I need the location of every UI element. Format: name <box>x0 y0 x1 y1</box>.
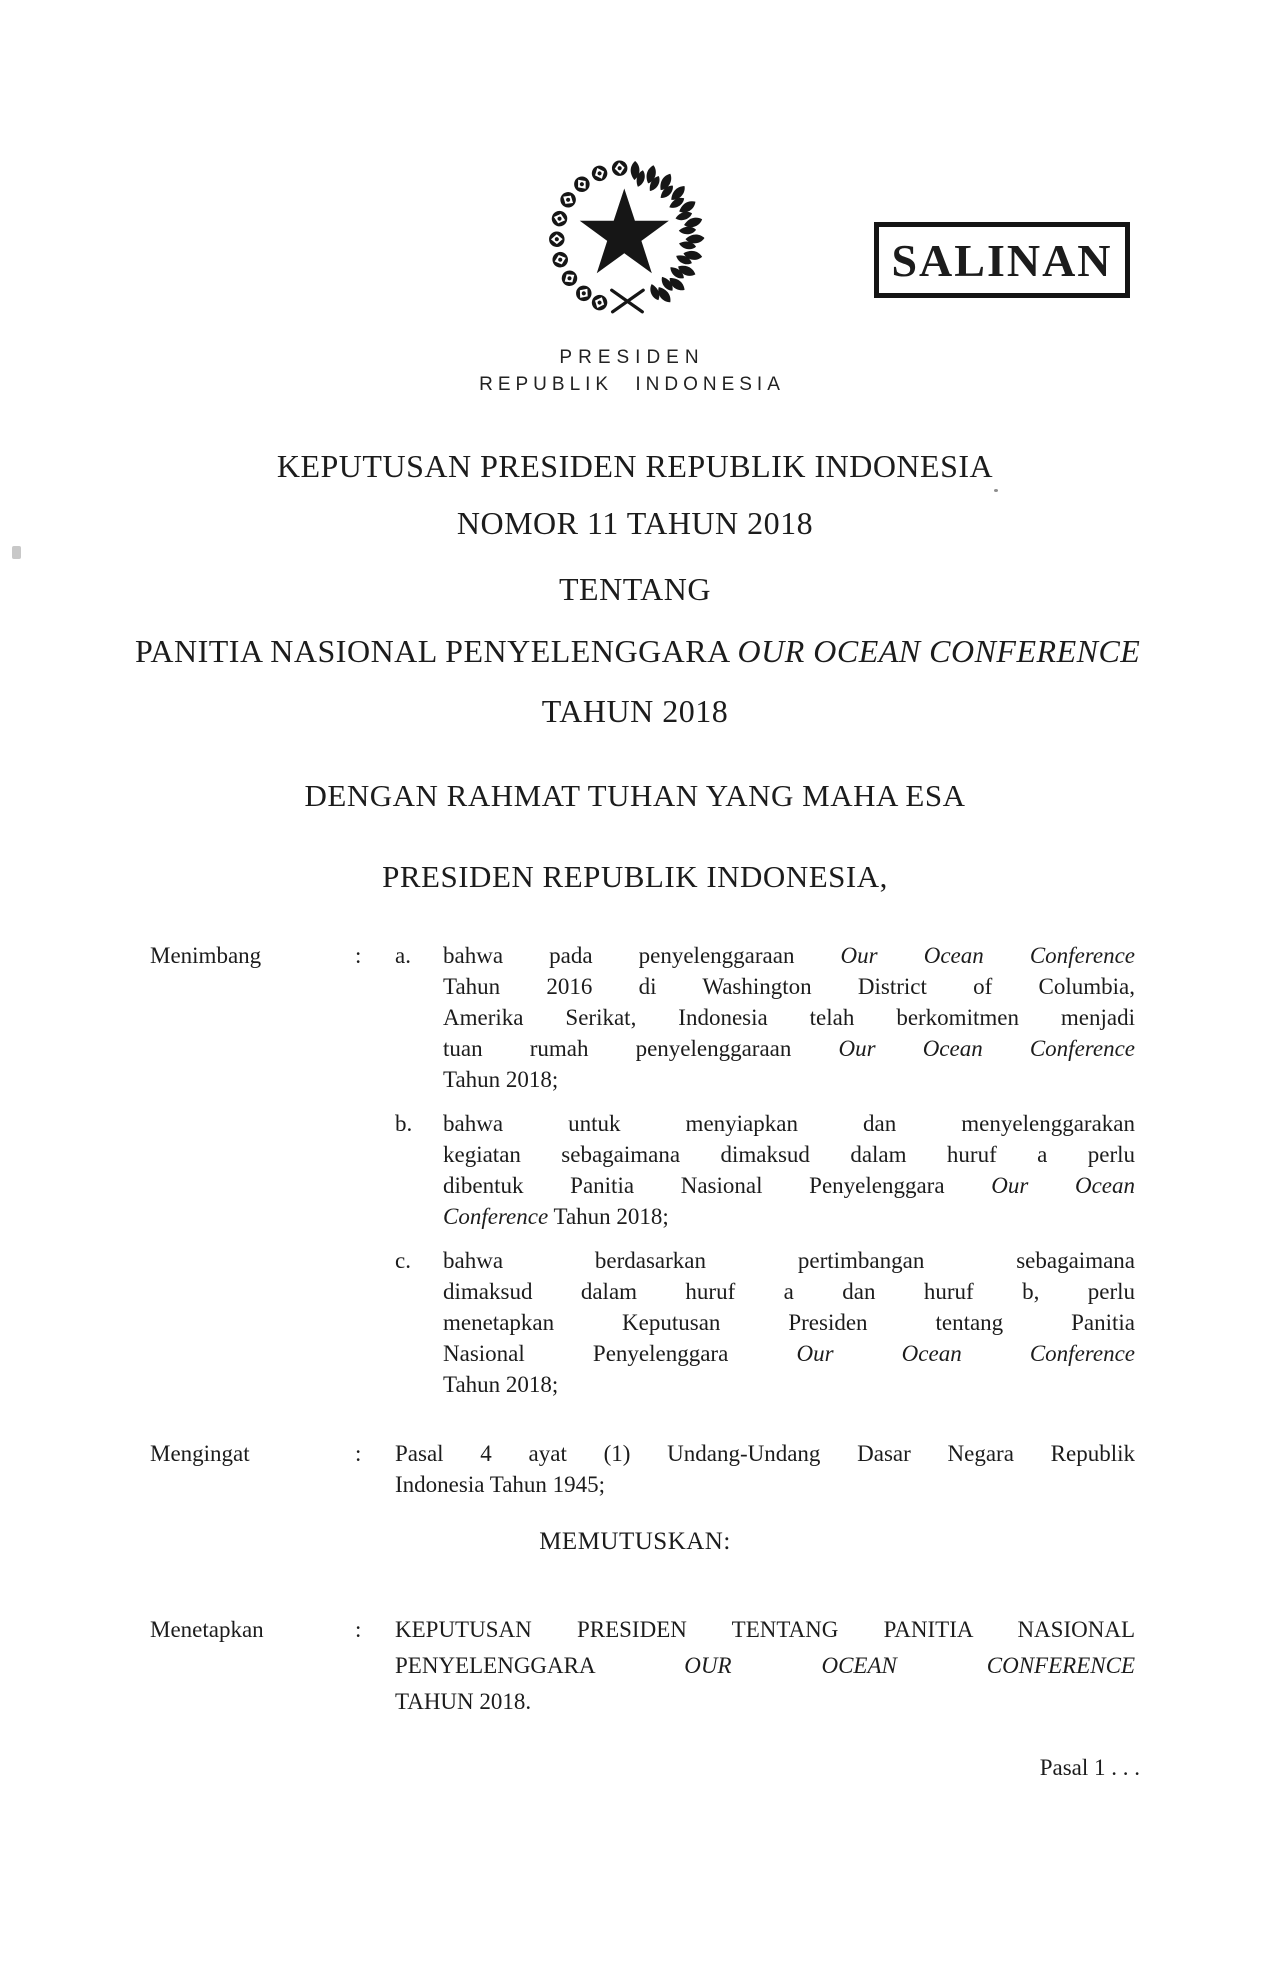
italic-text-segment: OUR OCEAN CONFERENCE <box>684 1653 1135 1678</box>
text-line <box>443 1033 1135 1064</box>
text-segment: KEPUTUSAN PRESIDEN TENTANG PANITIA NASIONAL <box>395 1617 1135 1642</box>
text-segment: kegiatan sebagaimana dimaksud dalam huruf a perlu <box>443 1142 1135 1167</box>
text-segment: bahwa berdasarkan pertimbangan sebagaimana <box>443 1248 1135 1273</box>
italic-text-segment: Our Ocean <box>991 1173 1135 1198</box>
clause-label-menimbang: Menimbang <box>150 943 262 968</box>
text-line <box>443 1201 1135 1232</box>
text-line <box>443 1276 1135 1307</box>
clause-mengingat <box>135 1438 1135 1500</box>
text-segment: Indonesia Tahun 1945; <box>395 1472 606 1497</box>
presidential-star-wreath-emblem-icon <box>537 148 717 328</box>
text-segment: tuan rumah penyelenggaraan <box>443 1036 839 1061</box>
text-line <box>443 1139 1135 1170</box>
page-continuation: Pasal 1 . . . <box>1039 1755 1140 1780</box>
text-line <box>395 1438 1135 1469</box>
title-subject-year: TAHUN 2018 <box>541 693 729 729</box>
text-segment: TAHUN 2018. <box>395 1689 532 1714</box>
consideration-item-c <box>395 1245 1135 1400</box>
clause-colon: : <box>355 1441 362 1466</box>
text-line <box>395 1469 1135 1500</box>
title-subject <box>135 633 1141 670</box>
text-segment: Tahun 2016 di Washington District of Columbia, <box>443 974 1135 999</box>
text-line <box>395 1612 1135 1648</box>
letterhead-presiden: PRESIDEN <box>559 347 705 368</box>
text-segment: dimaksud dalam huruf a dan huruf b, perlu <box>443 1279 1135 1304</box>
salinan-stamp <box>874 222 1130 298</box>
text-segment: bahwa pada penyelenggaraan <box>443 943 841 968</box>
italic-text-segment: Our Ocean Conference <box>796 1341 1135 1366</box>
mengingat-text <box>395 1438 1135 1500</box>
title-invocation: DENGAN RAHMAT TUHAN YANG MAHA ESA <box>304 778 966 813</box>
text-line <box>443 1170 1135 1201</box>
item-letter-b: b. <box>395 1111 413 1136</box>
text-segment: bahwa untuk menyiapkan dan menyelenggarakan <box>443 1111 1135 1136</box>
letterhead-republik-indonesia: REPUBLIK INDONESIA <box>479 374 785 395</box>
clause-menimbang <box>135 940 1135 1400</box>
clause-label-mengingat: Mengingat <box>150 1441 250 1466</box>
menetapkan-text <box>395 1612 1135 1720</box>
text-line <box>443 1245 1135 1276</box>
italic-text-segment: OUR OCEAN CONFERENCE <box>737 633 1141 669</box>
text-line <box>443 1108 1135 1139</box>
text-line <box>395 1684 1135 1720</box>
text-segment: Amerika Serikat, Indonesia telah berkomitmen menjadi <box>443 1005 1135 1030</box>
text-line <box>443 1064 1135 1095</box>
clause-menetapkan <box>135 1612 1135 1720</box>
text-line <box>395 1648 1135 1684</box>
title-number: NOMOR 11 TAHUN 2018 <box>456 505 814 541</box>
consideration-items <box>395 940 1135 1400</box>
italic-text-segment: Our Ocean Conference <box>838 1036 1135 1061</box>
memutuskan-heading: MEMUTUSKAN: <box>539 1528 731 1555</box>
text-segment: dibentuk Panitia Nasional Penyelenggara <box>443 1173 992 1198</box>
consideration-item-a <box>395 940 1135 1095</box>
text-line <box>443 971 1135 1002</box>
text-line <box>443 1369 1135 1400</box>
text-segment: PANITIA NASIONAL PENYELENGGARA <box>135 633 738 669</box>
text-line <box>443 1307 1135 1338</box>
italic-text-segment: Our Ocean Conference <box>840 943 1135 968</box>
item-letter-c: c. <box>395 1248 411 1273</box>
text-segment: Pasal 4 ayat (1) Undang-Undang Dasar Negara Republik <box>395 1441 1135 1466</box>
text-line <box>443 1002 1135 1033</box>
text-segment: PENYELENGGARA <box>395 1653 685 1678</box>
clause-label-menetapkan: Menetapkan <box>150 1617 264 1642</box>
text-segment: menetapkan Keputusan Presiden tentang Panitia <box>443 1310 1135 1335</box>
text-line <box>443 940 1135 971</box>
title-tentang: TENTANG <box>558 571 711 607</box>
text-segment: Tahun 2018; <box>548 1204 669 1229</box>
clause-colon: : <box>355 943 362 968</box>
item-letter-a: a. <box>395 943 411 968</box>
title-heading: KEPUTUSAN PRESIDEN REPUBLIK INDONESIA <box>276 448 994 484</box>
text-segment: Nasional Penyelenggara <box>443 1341 797 1366</box>
salinan-stamp-label: SALINAN <box>891 234 1113 286</box>
item-text-c <box>443 1245 1135 1400</box>
scan-artifact-right <box>994 489 998 492</box>
italic-text-segment: Conference <box>443 1204 549 1229</box>
scan-artifact-left <box>12 546 21 559</box>
title-authority: PRESIDEN REPUBLIK INDONESIA, <box>382 859 888 894</box>
text-line <box>443 1338 1135 1369</box>
text-segment: Tahun 2018; <box>443 1067 559 1092</box>
item-text-a <box>443 940 1135 1095</box>
consideration-item-b <box>395 1108 1135 1232</box>
clause-colon: : <box>355 1617 362 1642</box>
item-text-b <box>443 1108 1135 1232</box>
text-segment: Tahun 2018; <box>443 1372 559 1397</box>
